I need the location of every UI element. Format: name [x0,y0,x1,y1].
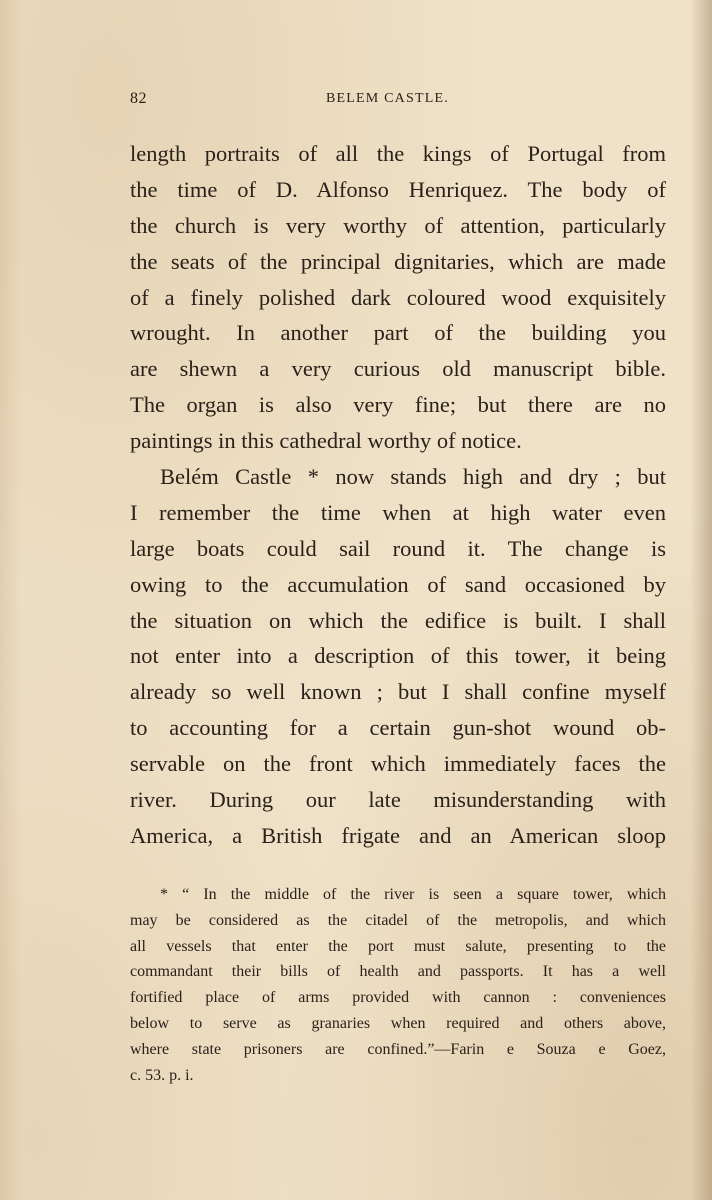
running-head [130,90,666,114]
footnote-line: where state prisoners are confined.”—Farin e Souza e Goez, [130,1040,666,1058]
body-line: owing to the accumulation of sand occasioned by [130,571,666,597]
body-line: the time of D. Alfonso Henriquez. The body of [130,176,666,202]
page-number: 82 [130,90,147,107]
footnote-line: all vessels that enter the port must salute, presenting to the [130,937,666,955]
body-line: large boats could sail round it. The change is [130,535,666,561]
body-line: already so well known ; but I shall confine myself [130,679,666,705]
footnote-line: c. 53. p. i. [130,1066,194,1084]
body-line: paintings in this cathedral worthy of notice. [130,428,522,454]
chapter-title: BELEM CASTLE. [326,91,449,106]
footnote-line: below to serve as granaries when required and others above, [130,1014,666,1032]
body-line: river. During our late misunderstanding with [130,787,666,813]
body-line: servable on the front which immediately faces the [130,751,666,777]
body-line: of a finely polished dark coloured wood exquisitely [130,284,666,310]
body-line: America, a British frigate and an American sloop [130,822,666,848]
footnote [130,882,666,1088]
body-text [130,136,666,854]
body-line: the seats of the principal dignitaries, which are made [130,248,666,274]
body-line: are shewn a very curious old manuscript bible. [130,356,666,382]
footnote-line: fortified place of arms provided with cannon : conveniences [130,989,666,1007]
body-line: the church is very worthy of attention, particularly [130,212,666,238]
body-line: wrought. In another part of the building you [130,320,666,346]
body-line: length portraits of all the kings of Portugal from [130,141,666,166]
footnote-line: * “ In the middle of the river is seen a square tower, which [160,886,666,903]
footnote-line: commandant their bills of health and passports. It has a well [130,963,666,981]
footnote-line: may be considered as the citadel of the metropolis, and which [130,911,666,929]
body-line: the situation on which the edifice is built. I shall [130,607,666,633]
body-line: The organ is also very fine; but there are no [130,392,666,418]
body-line: I remember the time when at high water even [130,499,666,525]
body-line: to accounting for a certain gun-shot wound ob- [130,715,666,741]
body-line: not enter into a description of this tower, it being [130,643,666,669]
body-line: Belém Castle * now stands high and dry ; but [160,464,666,490]
